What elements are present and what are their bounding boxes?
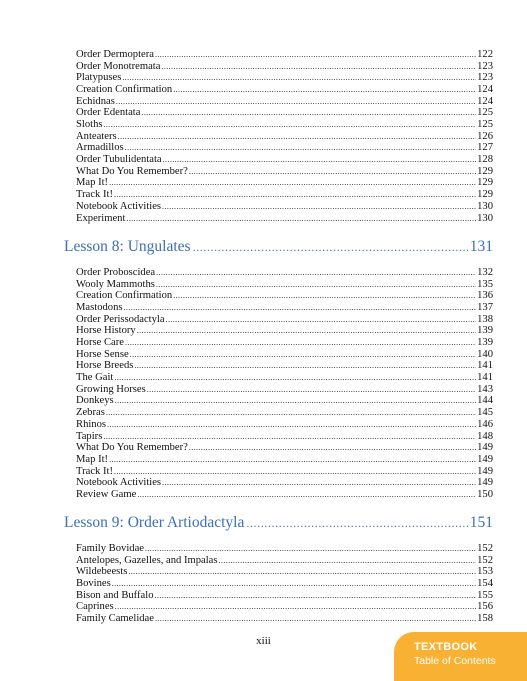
toc-entry-page: 150 — [477, 488, 493, 500]
toc-entry-title: Notebook Activities — [76, 477, 162, 489]
toc-entry-title: Mastodons — [76, 302, 123, 314]
toc-entry-page: 144 — [477, 395, 493, 407]
dot-leader — [161, 61, 476, 73]
dot-leader — [155, 590, 477, 602]
toc-entry-title: Track It! — [76, 465, 113, 477]
toc-entry-page: 132 — [477, 267, 493, 278]
toc-entry[interactable] — [76, 613, 493, 625]
dot-leader — [147, 384, 476, 396]
toc-entry-title: Tapirs — [76, 430, 103, 442]
badge-title: TEXTBOOK — [414, 641, 478, 653]
toc-entry[interactable] — [76, 314, 493, 326]
toc-entry[interactable] — [76, 189, 493, 201]
dot-leader — [114, 189, 476, 201]
toc-entry[interactable] — [76, 213, 493, 225]
dot-leader — [109, 177, 476, 189]
toc-entry-page: 148 — [477, 430, 493, 442]
toc-entry-title: What Do You Remember? — [76, 165, 188, 177]
dot-leader — [106, 407, 476, 419]
toc-entry-page: 146 — [477, 418, 493, 430]
toc-entry-title: Horse Breeds — [76, 360, 134, 372]
toc-entry[interactable] — [76, 325, 493, 337]
toc-entry-title: Order Edentata — [76, 107, 141, 119]
dot-leader — [134, 360, 476, 372]
dot-leader — [130, 349, 476, 361]
toc-entry-title: Family Camelidae — [76, 613, 154, 625]
toc-entry-title: Order Tubulidentata — [76, 154, 162, 166]
textbook-toc-badge — [394, 632, 527, 681]
dot-leader — [219, 555, 477, 567]
toc-entry-page: 138 — [477, 313, 493, 325]
dot-leader — [115, 601, 476, 613]
toc-entry[interactable] — [76, 543, 493, 555]
toc-entry-page: 149 — [477, 442, 493, 454]
dot-leader — [193, 237, 468, 257]
dot-leader — [173, 290, 476, 302]
toc-entry-page: 154 — [477, 578, 493, 590]
toc-entry-page: 140 — [477, 348, 493, 360]
dot-leader — [114, 372, 476, 384]
dot-leader — [122, 72, 476, 84]
toc-entry-title: Echidnas — [76, 95, 115, 107]
toc-entry-page: 129 — [477, 189, 493, 201]
dot-leader — [137, 325, 476, 337]
lesson-8-heading[interactable] — [64, 237, 493, 257]
dot-leader — [141, 107, 476, 119]
dot-leader — [155, 613, 476, 625]
toc-entry-page: 125 — [477, 107, 493, 119]
dot-leader — [109, 454, 476, 466]
toc-entry-title: Bovines — [76, 578, 111, 590]
toc-entry-title: What Do You Remember? — [76, 442, 188, 454]
toc-entry-title: Wooly Mammoths — [76, 278, 155, 290]
toc-entry[interactable] — [76, 431, 493, 443]
toc-entry-title: Anteaters — [76, 130, 117, 142]
toc-entry-title: Order Monotremata — [76, 60, 161, 72]
toc-entry-page: 128 — [477, 154, 493, 166]
toc-entry[interactable] — [76, 349, 493, 361]
toc-entry-title: Armadillos — [76, 142, 124, 154]
toc-entry-title: Zebras — [76, 407, 105, 419]
toc-entry-page: 135 — [477, 278, 493, 290]
toc-entry[interactable] — [76, 267, 493, 279]
toc-entry[interactable] — [76, 302, 493, 314]
toc-entry[interactable] — [76, 107, 493, 119]
toc-entry-title: Creation Confirmation — [76, 84, 173, 96]
toc-entry-page: 122 — [477, 49, 493, 60]
dot-leader — [112, 578, 476, 590]
toc-entry[interactable] — [76, 201, 493, 213]
toc-entry-title: Family Bovidae — [76, 543, 144, 554]
toc-entry-title: Caprines — [76, 601, 114, 613]
toc-entry[interactable] — [76, 477, 493, 489]
toc-entry[interactable] — [76, 419, 493, 431]
dot-leader — [118, 131, 477, 143]
toc-entry-page: 145 — [477, 407, 493, 419]
toc-entry-page: 125 — [477, 119, 493, 131]
toc-entry-page: 152 — [477, 554, 493, 566]
toc-entry-title: Track It! — [76, 189, 113, 201]
toc-entry-page: 124 — [477, 84, 493, 96]
toc-entry[interactable] — [76, 466, 493, 478]
dot-leader — [145, 543, 476, 555]
toc-entry[interactable] — [76, 154, 493, 166]
toc-entry-title: Platypuses — [76, 72, 122, 84]
lesson-title: Lesson 8: Ungulates — [64, 238, 191, 255]
toc-entry-page: 139 — [477, 337, 493, 349]
dot-leader — [162, 477, 476, 489]
dot-leader — [116, 96, 476, 108]
toc-entry-title: Bison and Buffalo — [76, 589, 154, 601]
toc-entry-page: 126 — [477, 130, 493, 142]
dot-leader — [189, 166, 476, 178]
toc-entry-page: 123 — [477, 60, 493, 72]
toc-entry-title: Wildebeests — [76, 566, 128, 578]
toc-entry-page: 130 — [477, 200, 493, 212]
toc-entry-title: Order Dermoptera — [76, 49, 154, 60]
dot-leader — [107, 419, 476, 431]
toc-entry[interactable] — [76, 279, 493, 291]
toc-entry[interactable] — [76, 131, 493, 143]
toc-entry[interactable] — [76, 395, 493, 407]
toc-entry-page: 149 — [477, 477, 493, 489]
dot-leader — [166, 314, 477, 326]
dot-leader — [128, 566, 476, 578]
lesson-page: 151 — [469, 514, 493, 531]
toc-entry[interactable] — [76, 61, 493, 73]
toc-entry[interactable] — [76, 578, 493, 590]
dot-leader — [162, 201, 476, 213]
toc-entry-title: Experiment — [76, 212, 126, 224]
toc-entry-title: Map It! — [76, 177, 109, 189]
toc-entry-page: 139 — [477, 325, 493, 337]
toc-entry-page: 158 — [477, 613, 493, 625]
toc-entry-page: 130 — [477, 212, 493, 224]
toc-entry[interactable] — [76, 84, 493, 96]
toc-entry-title: Notebook Activities — [76, 200, 162, 212]
toc-entry-page: 141 — [477, 372, 493, 384]
dot-leader — [126, 213, 476, 225]
toc-entry-page: 143 — [477, 383, 493, 395]
toc-entry-title: Horse History — [76, 325, 136, 337]
toc-entry-page: 129 — [477, 165, 493, 177]
toc-entry-page: 155 — [477, 589, 493, 601]
toc-entry-page: 137 — [477, 302, 493, 314]
dot-leader — [189, 442, 476, 454]
toc-entry[interactable] — [76, 290, 493, 302]
toc-entry-page: 153 — [477, 566, 493, 578]
toc-entry-title: Order Proboscidea — [76, 267, 156, 278]
dot-leader — [125, 142, 476, 154]
toc-entry-page: 127 — [477, 142, 493, 154]
toc-entry[interactable] — [76, 555, 493, 567]
toc-entry-page: 129 — [477, 177, 493, 189]
toc-entry[interactable] — [76, 566, 493, 578]
dot-leader — [156, 267, 476, 279]
dot-leader — [246, 513, 467, 533]
toc-entry-page: 152 — [477, 543, 493, 554]
toc-entry[interactable] — [76, 590, 493, 602]
toc-entry-title: Order Perissodactyla — [76, 313, 165, 325]
toc-entry-page: 124 — [477, 95, 493, 107]
toc-entry-page: 123 — [477, 72, 493, 84]
toc-entry-page: 149 — [477, 453, 493, 465]
lesson-9-heading[interactable] — [64, 513, 493, 533]
toc-entry[interactable] — [76, 142, 493, 154]
toc-entry-page: 141 — [477, 360, 493, 372]
dot-leader — [156, 279, 476, 291]
toc-entry-title: Rhinos — [76, 418, 107, 430]
lesson-page: 131 — [469, 238, 493, 255]
toc-entry-title: Review Game — [76, 488, 137, 500]
toc-entry-title: Antelopes, Gazelles, and Impalas — [76, 554, 218, 566]
toc-entry[interactable] — [76, 119, 493, 131]
toc-entry-page: 149 — [477, 465, 493, 477]
dot-leader — [163, 154, 476, 166]
dot-leader — [124, 302, 477, 314]
toc-entry[interactable] — [76, 384, 493, 396]
toc-entry-page: 136 — [477, 290, 493, 302]
toc-entry-title: Map It! — [76, 453, 109, 465]
toc-entry[interactable] — [76, 166, 493, 178]
dot-leader — [114, 466, 476, 478]
toc-entry-title: Horse Sense — [76, 348, 129, 360]
toc-entry-title: Donkeys — [76, 395, 114, 407]
toc-entry[interactable] — [76, 372, 493, 384]
toc-entry[interactable] — [76, 337, 493, 349]
dot-leader — [173, 84, 476, 96]
lesson-title: Lesson 9: Order Artiodactyla — [64, 514, 245, 531]
toc-entry-title: Sloths — [76, 119, 103, 131]
toc-entry[interactable] — [76, 442, 493, 454]
toc-entry-title: Creation Confirmation — [76, 290, 173, 302]
badge-subtitle: Table of Contents — [414, 655, 496, 667]
toc-entry[interactable] — [76, 454, 493, 466]
toc-entry[interactable] — [76, 72, 493, 84]
toc-entry[interactable] — [76, 96, 493, 108]
toc-entry-title: The Gait — [76, 372, 114, 384]
toc-entry-page: 156 — [477, 601, 493, 613]
toc-entry-title: Growing Horses — [76, 383, 146, 395]
toc-entry[interactable] — [76, 489, 493, 501]
toc-entry-title: Horse Care — [76, 337, 124, 349]
toc-entry[interactable] — [76, 407, 493, 419]
toc-entry[interactable] — [76, 177, 493, 189]
toc-entry[interactable] — [76, 360, 493, 372]
dot-leader — [103, 431, 476, 443]
dot-leader — [104, 119, 477, 131]
dot-leader — [155, 49, 476, 61]
toc-entry[interactable] — [76, 49, 493, 61]
dot-leader — [125, 337, 476, 349]
toc-entry[interactable] — [76, 601, 493, 613]
page-number: xiii — [256, 635, 271, 647]
dot-leader — [137, 489, 476, 501]
dot-leader — [115, 395, 476, 407]
